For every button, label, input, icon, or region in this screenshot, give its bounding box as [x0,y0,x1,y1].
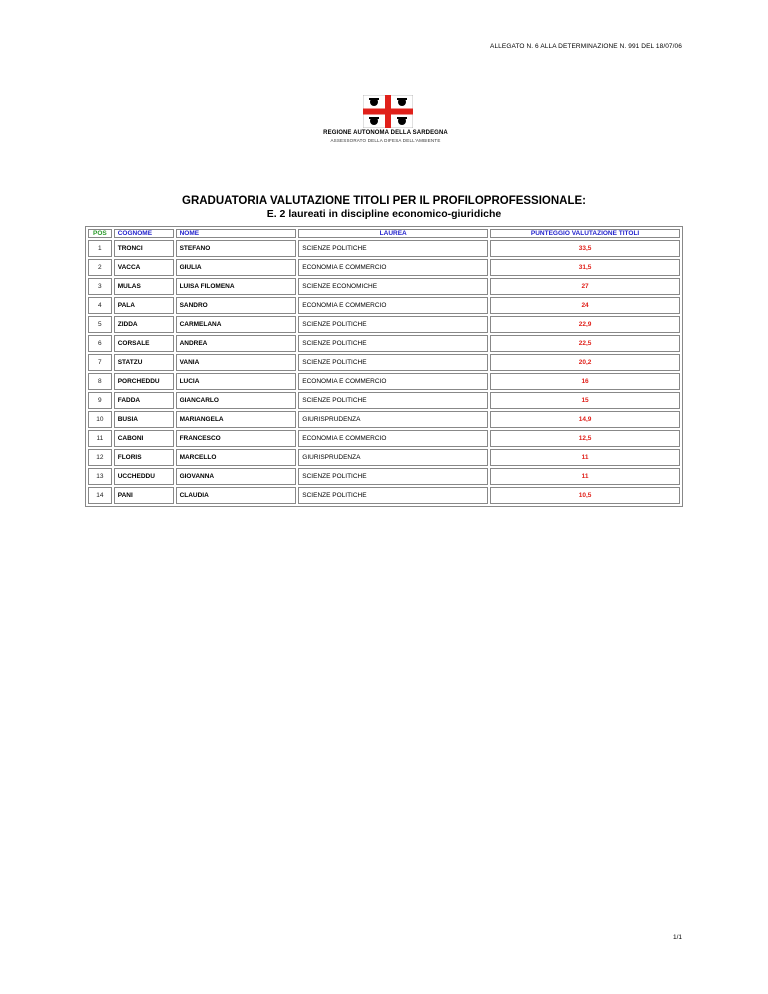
cell-nome: MARIANGELA [176,411,297,428]
cell-nome: MARCELLO [176,449,297,466]
cell-laurea: SCIENZE POLITICHE [298,468,488,485]
cell-punteggio: 27 [490,278,680,295]
table-row [88,373,680,390]
table-row [88,297,680,314]
cell-nome: ANDREA [176,335,297,352]
table-row [88,278,680,295]
cell-nome: CARMELANA [176,316,297,333]
cell-pos: 11 [88,430,112,447]
page-number: 1/1 [672,934,682,941]
cell-nome: CLAUDIA [176,487,297,504]
cell-pos: 3 [88,278,112,295]
cell-laurea: ECONOMIA E COMMERCIO [298,373,488,390]
cell-cognome: PORCHEDDU [114,373,174,390]
cell-punteggio: 20,2 [490,354,680,371]
cell-punteggio: 11 [490,468,680,485]
cell-nome: LUCIA [176,373,297,390]
cell-pos: 13 [88,468,112,485]
cell-punteggio: 31,5 [490,259,680,276]
cell-punteggio: 22,9 [490,316,680,333]
table-row [88,392,680,409]
header-laurea: LAUREA [298,229,488,238]
table-row [88,240,680,257]
logo-subtitle: ASSESSORATO DELLA DIFESA DELL'AMBIENTE [330,138,441,143]
allegato-reference: ALLEGATO N. 6 ALLA DETERMINAZIONE N. 991 DEL 18/07/06 [490,43,682,50]
cell-pos: 6 [88,335,112,352]
table-row [88,259,680,276]
table-row [88,449,680,466]
table-row [88,335,680,352]
cell-cognome: MULAS [114,278,174,295]
cell-cognome: FLORIS [114,449,174,466]
cell-punteggio: 15 [490,392,680,409]
cell-cognome: BUSIA [114,411,174,428]
cell-cognome: FADDA [114,392,174,409]
table-row [88,316,680,333]
cell-punteggio: 16 [490,373,680,390]
table-row [88,430,680,447]
cell-pos: 10 [88,411,112,428]
cell-nome: FRANCESCO [176,430,297,447]
cell-pos: 4 [88,297,112,314]
cell-cognome: PANI [114,487,174,504]
cell-punteggio: 12,5 [490,430,680,447]
cell-pos: 2 [88,259,112,276]
cell-punteggio: 33,5 [490,240,680,257]
table-row [88,354,680,371]
region-logo [323,95,448,150]
cell-laurea: GIURISPRUDENZA [298,411,488,428]
cell-laurea: GIURISPRUDENZA [298,449,488,466]
cell-cognome: UCCHEDDU [114,468,174,485]
header-cognome: COGNOME [114,229,174,238]
cell-cognome: STATZU [114,354,174,371]
table-row [88,411,680,428]
header-pos: POS [88,229,112,238]
cell-pos: 5 [88,316,112,333]
cell-cognome: VACCA [114,259,174,276]
cell-cognome: PALA [114,297,174,314]
cell-laurea: ECONOMIA E COMMERCIO [298,259,488,276]
cell-laurea: SCIENZE ECONOMICHE [298,278,488,295]
cell-pos: 1 [88,240,112,257]
cell-laurea: SCIENZE POLITICHE [298,487,488,504]
cell-laurea: SCIENZE POLITICHE [298,335,488,352]
cell-laurea: SCIENZE POLITICHE [298,354,488,371]
cell-cognome: TRONCI [114,240,174,257]
cell-punteggio: 10,5 [490,487,680,504]
cell-laurea: ECONOMIA E COMMERCIO [298,430,488,447]
four-moors-flag-icon [363,95,413,128]
table-row [88,487,680,504]
header-punteggio: PUNTEGGIO VALUTAZIONE TITOLI [490,229,680,238]
cell-pos: 12 [88,449,112,466]
cell-nome: GIOVANNA [176,468,297,485]
cell-laurea: SCIENZE POLITICHE [298,240,488,257]
ranking-table [85,226,683,507]
cell-pos: 7 [88,354,112,371]
cell-punteggio: 24 [490,297,680,314]
cell-pos: 14 [88,487,112,504]
cell-nome: LUISA FILOMENA [176,278,297,295]
cell-pos: 8 [88,373,112,390]
cell-nome: STEFANO [176,240,297,257]
cell-nome: GIANCARLO [176,392,297,409]
cell-nome: VANIA [176,354,297,371]
cell-pos: 9 [88,392,112,409]
cell-cognome: CORSALE [114,335,174,352]
table-header-row [88,229,680,238]
cell-punteggio: 14,9 [490,411,680,428]
cell-laurea: SCIENZE POLITICHE [298,392,488,409]
cell-punteggio: 11 [490,449,680,466]
cell-nome: GIULIA [176,259,297,276]
document-title: GRADUATORIA VALUTAZIONE TITOLI PER IL PROFILOPROFESSIONALE: [182,195,586,207]
cell-cognome: ZIDDA [114,316,174,333]
logo-title: REGIONE AUTONOMA DELLA SARDEGNA [323,130,448,136]
cell-cognome: CABONI [114,430,174,447]
cell-nome: SANDRO [176,297,297,314]
cell-punteggio: 22,5 [490,335,680,352]
cell-laurea: SCIENZE POLITICHE [298,316,488,333]
table-row [88,468,680,485]
header-nome: NOME [176,229,297,238]
document-subtitle: E. 2 laureati in discipline economico-giuridiche [266,208,502,220]
cell-laurea: ECONOMIA E COMMERCIO [298,297,488,314]
